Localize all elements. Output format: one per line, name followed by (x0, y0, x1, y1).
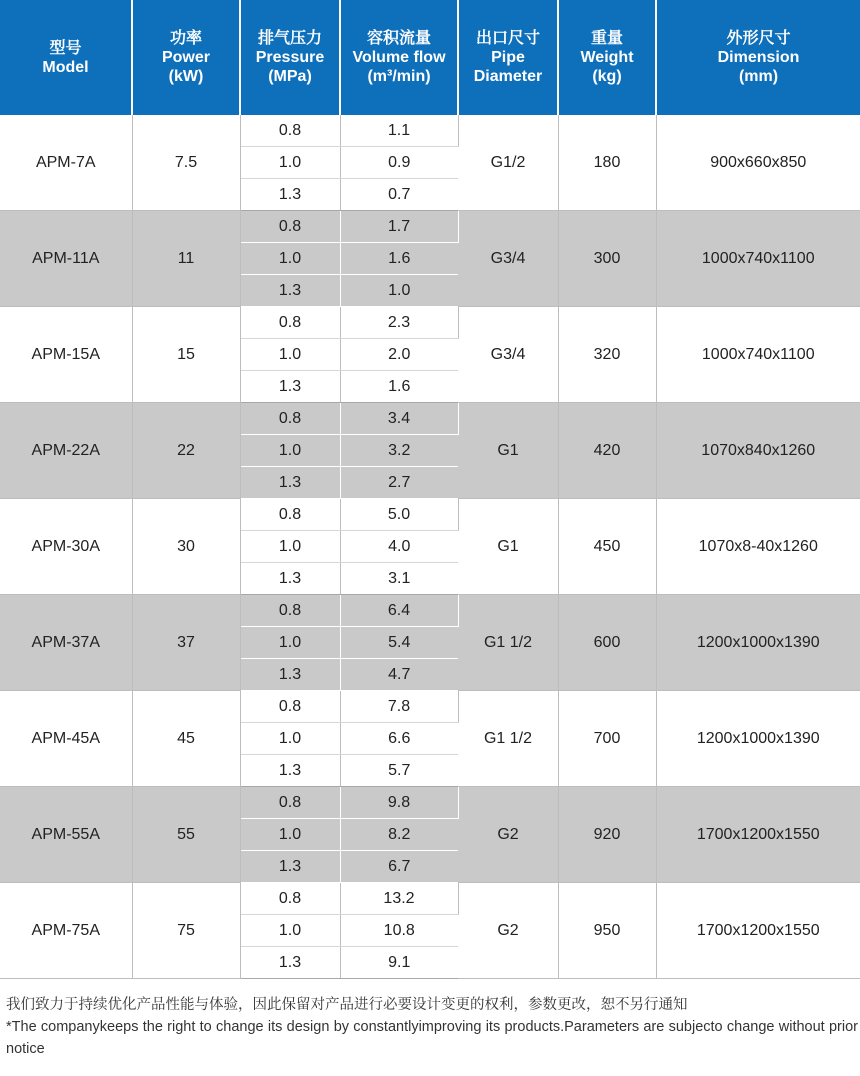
power-cell: 22 (132, 403, 240, 499)
weight-cell: 420 (558, 403, 656, 499)
pipe-cell: G2 (458, 787, 558, 883)
pressure-cell: 1.3 (240, 659, 340, 691)
model-cell: APM-22A (0, 403, 132, 499)
flow-cell: 2.3 (340, 307, 458, 339)
header-pipe-unit: Diameter (473, 68, 543, 85)
flow-cell: 5.4 (340, 627, 458, 659)
header-row (0, 0, 860, 115)
flow-cell: 6.4 (340, 595, 458, 627)
pressure-cell: 0.8 (240, 403, 340, 435)
flow-cell: 0.7 (340, 179, 458, 211)
header-weight-cn: 重量 (590, 30, 623, 47)
pressure-cell: 1.3 (240, 755, 340, 787)
pressure-cell: 1.3 (240, 275, 340, 307)
flow-cell: 2.7 (340, 467, 458, 499)
pressure-cell: 1.3 (240, 947, 340, 979)
header-model-cn: 型号 (49, 39, 82, 57)
table-row (0, 307, 860, 339)
model-cell: APM-55A (0, 787, 132, 883)
pressure-cell: 1.0 (240, 339, 340, 371)
header-dimension (656, 0, 860, 115)
weight-cell: 180 (558, 115, 656, 211)
pressure-cell: 1.0 (240, 147, 340, 179)
weight-cell: 320 (558, 307, 656, 403)
table-row (0, 691, 860, 723)
model-cell: APM-15A (0, 307, 132, 403)
header-pressure-cn: 排气压力 (257, 30, 322, 47)
dimension-cell: 1200x1000x1390 (656, 595, 860, 691)
pipe-cell: G1 1/2 (458, 691, 558, 787)
model-group-apm-37a (0, 595, 860, 691)
flow-cell: 1.0 (340, 275, 458, 307)
table-row (0, 595, 860, 627)
power-cell: 45 (132, 691, 240, 787)
pressure-cell: 0.8 (240, 883, 340, 915)
pressure-cell: 0.8 (240, 115, 340, 147)
model-cell: APM-75A (0, 883, 132, 979)
dimension-cell: 1070x840x1260 (656, 403, 860, 499)
pipe-cell: G2 (458, 883, 558, 979)
pipe-cell: G1 1/2 (458, 595, 558, 691)
dimension-cell: 1200x1000x1390 (656, 691, 860, 787)
pressure-cell: 1.3 (240, 179, 340, 211)
pressure-cell: 0.8 (240, 595, 340, 627)
flow-cell: 1.6 (340, 243, 458, 275)
pipe-cell: G3/4 (458, 211, 558, 307)
model-cell: APM-45A (0, 691, 132, 787)
dimension-cell: 1700x1200x1550 (656, 787, 860, 883)
disclaimer-cn: 我们致力于持续优化产品性能与体验，因此保留对产品进行必要设计变更的权利，参数更改，恕不另行通知 (6, 997, 688, 1013)
flow-cell: 13.2 (340, 883, 458, 915)
weight-cell: 600 (558, 595, 656, 691)
flow-cell: 1.7 (340, 211, 458, 243)
flow-cell: 3.4 (340, 403, 458, 435)
header-power-en: Power (161, 49, 210, 66)
power-cell: 15 (132, 307, 240, 403)
header-power-unit: (kW) (168, 68, 204, 85)
pipe-cell: G1 (458, 499, 558, 595)
table-row (0, 499, 860, 531)
pressure-cell: 1.0 (240, 531, 340, 563)
model-cell: APM-37A (0, 595, 132, 691)
header-pressure-en: Pressure (255, 49, 325, 66)
header-weight-en: Weight (580, 49, 634, 66)
flow-cell: 10.8 (340, 915, 458, 947)
model-cell: APM-30A (0, 499, 132, 595)
flow-cell: 9.8 (340, 787, 458, 819)
model-group-apm-11a (0, 211, 860, 307)
pressure-cell: 0.8 (240, 307, 340, 339)
header-dimension-unit: (mm) (738, 68, 779, 85)
dimension-cell: 1000x740x1100 (656, 307, 860, 403)
model-group-apm-15a (0, 307, 860, 403)
pressure-cell: 1.3 (240, 467, 340, 499)
model-group-apm-7a (0, 115, 860, 211)
flow-cell: 1.6 (340, 371, 458, 403)
pressure-cell: 1.0 (240, 435, 340, 467)
header-model-en: Model (42, 58, 89, 76)
flow-cell: 4.0 (340, 531, 458, 563)
flow-cell: 7.8 (340, 691, 458, 723)
table-row (0, 403, 860, 435)
pipe-cell: G3/4 (458, 307, 558, 403)
header-pressure (240, 0, 340, 115)
header-flow-unit: (m³/min) (367, 68, 431, 85)
header-flow-en: Volume flow (352, 49, 446, 66)
power-cell: 55 (132, 787, 240, 883)
header-pipe-cn: 出口尺寸 (475, 30, 540, 47)
weight-cell: 450 (558, 499, 656, 595)
pressure-cell: 0.8 (240, 499, 340, 531)
power-cell: 30 (132, 499, 240, 595)
table-row (0, 787, 860, 819)
pipe-cell: G1 (458, 403, 558, 499)
dimension-cell: 1000x740x1100 (656, 211, 860, 307)
flow-cell: 5.0 (340, 499, 458, 531)
header-weight-unit: (kg) (592, 68, 622, 85)
header-pressure-unit: (MPa) (268, 68, 312, 85)
pressure-cell: 0.8 (240, 211, 340, 243)
model-cell: APM-7A (0, 115, 132, 211)
flow-cell: 3.1 (340, 563, 458, 595)
pressure-cell: 0.8 (240, 691, 340, 723)
pressure-cell: 0.8 (240, 787, 340, 819)
model-group-apm-45a (0, 691, 860, 787)
flow-cell: 6.6 (340, 723, 458, 755)
disclaimer (6, 994, 858, 1060)
pipe-cell: G1/2 (458, 115, 558, 211)
model-cell: APM-11A (0, 211, 132, 307)
model-group-apm-75a (0, 883, 860, 979)
header-flow (340, 0, 458, 115)
dimension-cell: 1700x1200x1550 (656, 883, 860, 979)
header-pipe (458, 0, 558, 115)
power-cell: 37 (132, 595, 240, 691)
pressure-cell: 1.0 (240, 723, 340, 755)
header-model (0, 0, 132, 115)
header-power-cn: 功率 (169, 30, 202, 47)
weight-cell: 950 (558, 883, 656, 979)
flow-cell: 6.7 (340, 851, 458, 883)
power-cell: 7.5 (132, 115, 240, 211)
weight-cell: 300 (558, 211, 656, 307)
pressure-cell: 1.3 (240, 371, 340, 403)
dimension-cell: 1070x8-40x1260 (656, 499, 860, 595)
power-cell: 75 (132, 883, 240, 979)
header-power (132, 0, 240, 115)
disclaimer-en: *The companykeeps the right to change its design by constantlyimproving its products.Parameters are subjecto change without prior notice (6, 1019, 858, 1057)
power-cell: 11 (132, 211, 240, 307)
table-row (0, 211, 860, 243)
header-dimension-en: Dimension (717, 49, 800, 66)
pressure-cell: 1.0 (240, 819, 340, 851)
model-group-apm-55a (0, 787, 860, 883)
model-group-apm-22a (0, 403, 860, 499)
pressure-cell: 1.0 (240, 243, 340, 275)
flow-cell: 5.7 (340, 755, 458, 787)
pressure-cell: 1.3 (240, 851, 340, 883)
flow-cell: 1.1 (340, 115, 458, 147)
pressure-cell: 1.3 (240, 563, 340, 595)
dimension-cell: 900x660x850 (656, 115, 860, 211)
table-row (0, 115, 860, 147)
pressure-cell: 1.0 (240, 915, 340, 947)
header-weight (558, 0, 656, 115)
flow-cell: 2.0 (340, 339, 458, 371)
flow-cell: 4.7 (340, 659, 458, 691)
weight-cell: 700 (558, 691, 656, 787)
table-row (0, 883, 860, 915)
flow-cell: 9.1 (340, 947, 458, 979)
flow-cell: 8.2 (340, 819, 458, 851)
model-group-apm-30a (0, 499, 860, 595)
flow-cell: 3.2 (340, 435, 458, 467)
header-pipe-en: Pipe (491, 49, 525, 66)
header-dimension-cn: 外形尺寸 (726, 30, 791, 47)
weight-cell: 920 (558, 787, 656, 883)
pressure-cell: 1.0 (240, 627, 340, 659)
header-flow-cn: 容积流量 (366, 30, 431, 47)
flow-cell: 0.9 (340, 147, 458, 179)
